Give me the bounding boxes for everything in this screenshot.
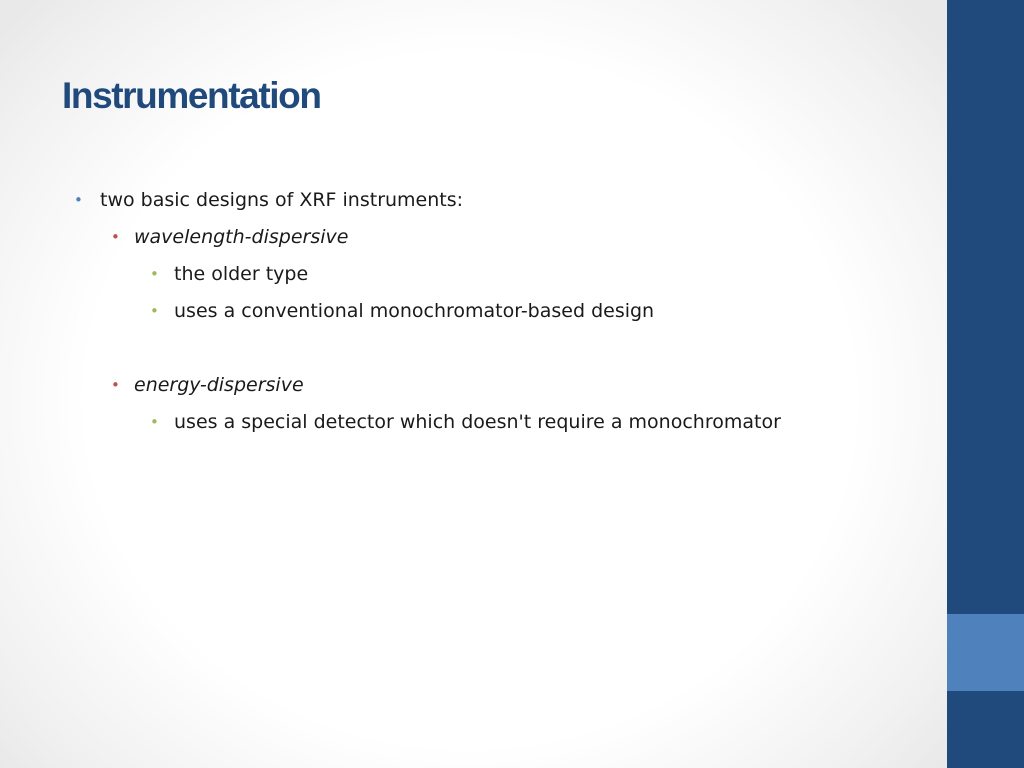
bullet-dot-icon: • [150,302,159,320]
bullet-text: the older type [174,263,309,285]
bullet-item [111,371,304,399]
bullet-text: two basic designs of XRF instruments: [100,189,464,211]
bullet-dot-icon: • [74,191,83,209]
bullet-item [150,408,781,436]
bullet-text: wavelength-dispersive [134,226,349,248]
sidebar-band [947,0,1024,768]
bullet-text: energy-dispersive [134,374,304,396]
bullet-item [150,297,655,325]
bullet-dot-icon: • [111,376,120,394]
bullet-text: uses a special detector which doesn't require a monochromator [174,411,781,433]
bullet-text: uses a conventional monochromator-based design [174,300,655,322]
bullet-dot-icon: • [111,228,120,246]
bullet-item [150,260,309,288]
bullet-dot-icon: • [150,265,159,283]
slide-title: Instrumentation [62,75,321,116]
bullet-item [74,186,464,214]
bullet-item [111,223,349,251]
bullet-dot-icon: • [150,413,159,431]
sidebar-accent-block [947,614,1024,691]
